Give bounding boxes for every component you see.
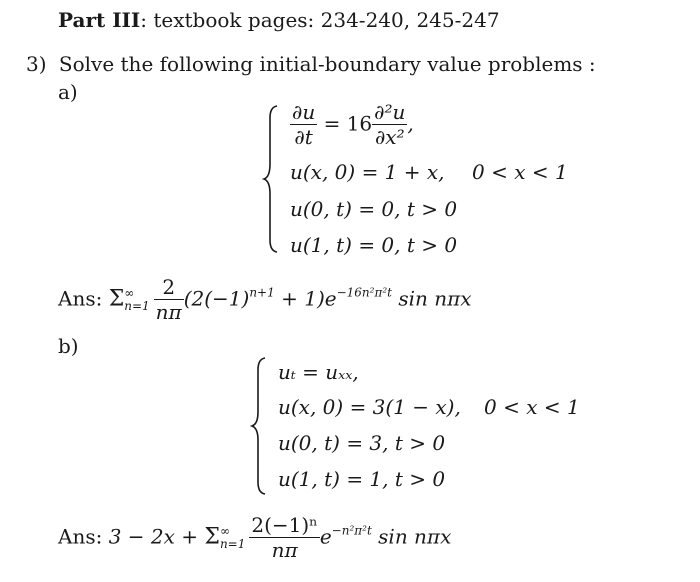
part-a-answer: [58, 276, 472, 324]
part-a-answer-body-mid: + 1)e: [274, 286, 337, 311]
part-a-answer-exp: −16n²π²t: [336, 285, 392, 300]
part-b-boundary-right: u(1, t) = 1, t > 0: [278, 467, 446, 491]
problem-text: Solve the following initial-boundary value problems :: [58, 52, 596, 76]
part-a-ic-domain: 0 < x < 1: [472, 160, 568, 184]
part-heading: [58, 8, 500, 32]
part-b-brace: [250, 356, 270, 496]
part-a-answer-label: Ans:: [58, 286, 103, 311]
part-b-answer-label: Ans:: [58, 524, 103, 549]
part-a-boundary-right: u(1, t) = 0, t > 0: [290, 233, 458, 257]
part-a-answer-body-exp: n+1: [249, 285, 275, 300]
part-a-sum-limits: ∞ n=1: [124, 286, 150, 313]
part-b-answer: [58, 514, 451, 562]
part-a-pde-eq: = 16: [323, 111, 373, 136]
part-heading-rest: : textbook pages: 234-240, 245-247: [140, 8, 500, 32]
part-b-initial-condition: u(x, 0) = 3(1 − x),: [278, 395, 461, 419]
part-b-answer-lead: 3 − 2x +: [108, 524, 199, 549]
part-b-sum-icon: Σ: [204, 524, 220, 550]
part-a-pde: [290, 101, 414, 149]
part-a-answer-body: (2(−1): [183, 286, 250, 311]
part-b-answer-tail: sin nπx: [371, 524, 452, 549]
part-b-label: b): [58, 334, 79, 358]
part-b-answer-body: e: [319, 524, 332, 549]
part-a-label: a): [58, 80, 78, 104]
part-a-sum-icon: Σ: [108, 286, 125, 312]
part-a-brace: [262, 104, 282, 254]
problem-number: 3): [26, 52, 47, 76]
problem-statement: [26, 52, 596, 76]
part-a-pde-lhs: $\frac{\partial u}{\partial t}$: [292, 100, 316, 149]
part-a-pde-rhs: $\frac{\text{∂²u}}{\text{∂x²}}$: [374, 100, 406, 149]
part-a-coefficient: $\frac{2}{n\pi}$: [155, 275, 182, 324]
part-b-boundary-left: u(0, t) = 3, t > 0: [278, 431, 446, 455]
part-b-coefficient: $\frac{\text{2(−1)ⁿ}}{n\pi}$: [251, 513, 318, 562]
part-a-pde-tail: ,: [407, 111, 414, 136]
part-a-boundary-left: u(0, t) = 0, t > 0: [290, 197, 458, 221]
part-b-answer-exp: −n²π²t: [331, 523, 372, 538]
part-b-ic-domain: 0 < x < 1: [484, 395, 580, 419]
part-a-answer-tail: sin nπx: [391, 286, 472, 311]
part-b-pde: uₜ = uₓₓ,: [278, 360, 359, 384]
part-b-sum-limits: ∞ n=1: [219, 524, 246, 551]
part-heading-bold: Part III: [58, 8, 141, 32]
part-a-initial-condition: u(x, 0) = 1 + x,: [290, 160, 445, 184]
